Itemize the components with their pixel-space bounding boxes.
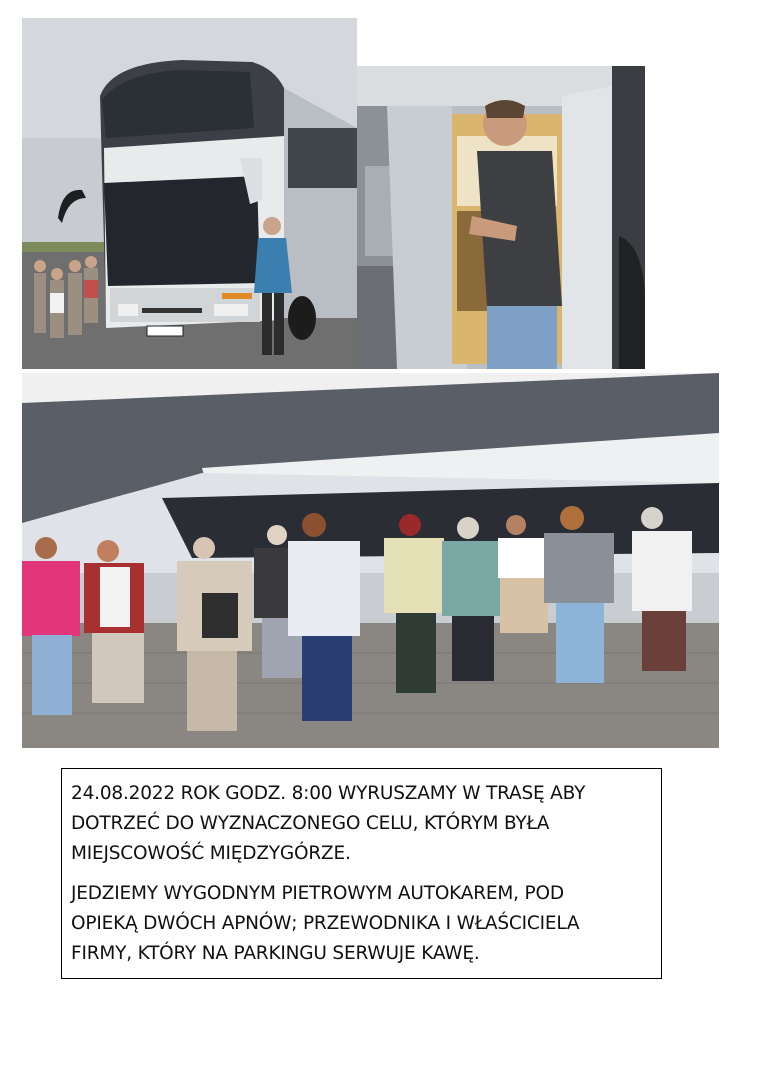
caption-paragraph-1 bbox=[71, 779, 651, 869]
caption-line: JEDZIEMY WYGODNYM PIETROWYM AUTOKAREM, POD bbox=[71, 883, 564, 904]
caption-box bbox=[61, 768, 662, 979]
caption-line: OPIEKĄ DWÓCH APNÓW; PRZEWODNIKA I WŁAŚCICIELA bbox=[71, 913, 580, 934]
caption-paragraph-2 bbox=[71, 879, 651, 969]
coffee-station-photo bbox=[357, 66, 645, 369]
caption-line: MIEJSCOWOŚĆ MIĘDZYGÓRZE. bbox=[71, 843, 351, 864]
caption-line: DOTRZEĆ DO WYZNACZONEGO CELU, KTÓRYM BYŁA bbox=[71, 813, 550, 834]
caption-line: FIRMY, KTÓRY NA PARKINGU SERWUJE KAWĘ. bbox=[71, 943, 480, 964]
group-by-bus-photo bbox=[22, 373, 719, 748]
caption-line: 24.08.2022 ROK GODZ. 8:00 WYRUSZAMY W TRASĘ ABY bbox=[71, 783, 586, 804]
bus-front-photo bbox=[22, 18, 357, 369]
